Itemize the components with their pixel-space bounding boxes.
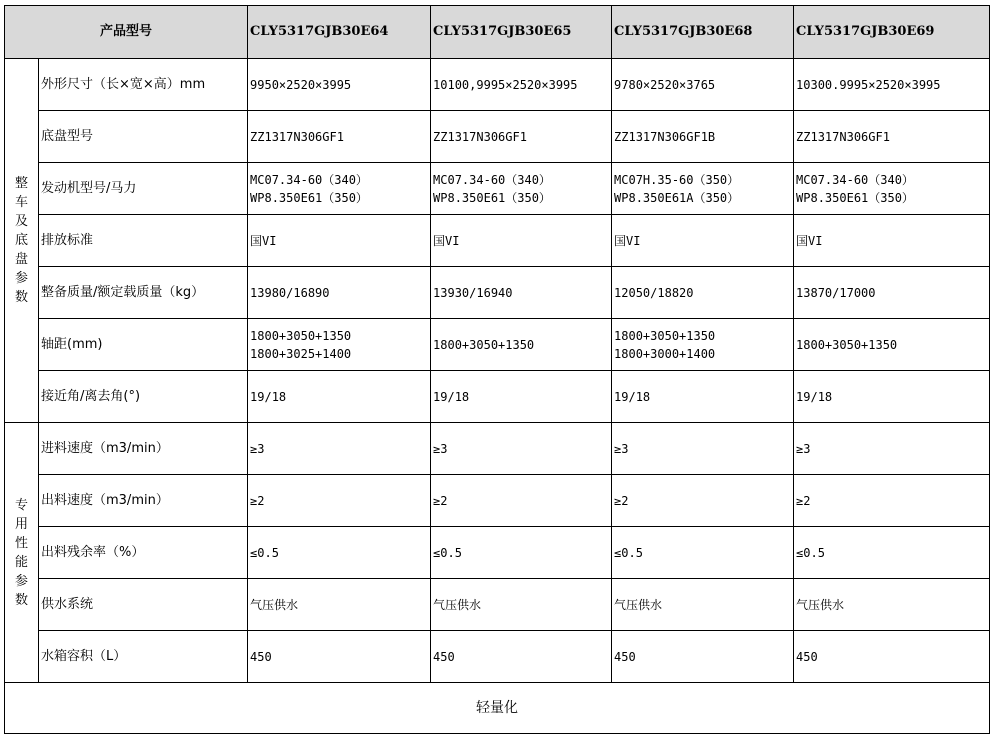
value-line: 1800+3050+1350 — [614, 328, 716, 343]
value-line: 13930/16940 — [433, 285, 513, 300]
param-label: 出料残余率（%） — [39, 527, 248, 579]
value-line: 10100,9995×2520×3995 — [433, 77, 578, 92]
value-cell — [248, 423, 431, 475]
param-label: 整备质量/额定载质量（kg） — [39, 267, 248, 319]
value-line: 450 — [796, 649, 818, 664]
value-cell — [431, 527, 612, 579]
value-line: 1800+3000+1400 — [614, 346, 716, 361]
value-cell — [431, 475, 612, 527]
table-row — [5, 371, 990, 423]
value-line: ≥2 — [250, 493, 265, 508]
value-cell — [431, 267, 612, 319]
value-cell — [248, 475, 431, 527]
param-label: 外形尺寸（长×宽×高）mm — [39, 59, 248, 111]
value-line: ≤0.5 — [614, 545, 643, 560]
value-cell — [794, 371, 990, 423]
value-cell — [612, 579, 794, 631]
value-line: 国VI — [796, 233, 823, 248]
value-line: 气压供水 — [796, 597, 845, 612]
param-label: 发动机型号/马力 — [39, 163, 248, 215]
value-cell — [431, 163, 612, 215]
value-cell — [612, 59, 794, 111]
value-line: 450 — [250, 649, 272, 664]
param-label: 出料速度（m3/min） — [39, 475, 248, 527]
value-line: 12050/18820 — [614, 285, 694, 300]
category-cell — [5, 423, 39, 683]
value-cell — [612, 371, 794, 423]
value-line: 450 — [433, 649, 455, 664]
value-cell — [794, 267, 990, 319]
table-row — [5, 423, 990, 475]
value-line: MC07.34-60（340） — [433, 172, 551, 187]
param-label: 轴距(mm) — [39, 319, 248, 371]
value-line: 国VI — [433, 233, 460, 248]
value-line: 19/18 — [433, 389, 470, 404]
value-cell — [431, 631, 612, 683]
param-label: 水箱容积（L） — [39, 631, 248, 683]
value-cell — [612, 423, 794, 475]
table-row — [5, 579, 990, 631]
table-row — [5, 215, 990, 267]
value-line: ≥2 — [796, 493, 811, 508]
table-row — [5, 319, 990, 371]
value-cell — [794, 319, 990, 371]
value-line: 1800+3050+1350 — [250, 328, 352, 343]
value-line: WP8.350E61（350） — [250, 190, 368, 205]
category-cell — [5, 59, 39, 423]
product-model-header: 产品型号 — [5, 6, 248, 59]
value-cell — [248, 267, 431, 319]
value-cell — [431, 319, 612, 371]
value-cell — [248, 111, 431, 163]
value-cell — [612, 163, 794, 215]
value-cell — [794, 163, 990, 215]
value-cell — [612, 475, 794, 527]
value-cell — [431, 371, 612, 423]
value-cell — [248, 371, 431, 423]
value-line: WP8.350E61（350） — [796, 190, 914, 205]
value-line: 1800+3050+1350 — [796, 337, 898, 352]
param-label: 底盘型号 — [39, 111, 248, 163]
table-row — [5, 475, 990, 527]
model-header: CLY5317GJB30E69 — [794, 6, 990, 59]
value-line: 气压供水 — [250, 597, 299, 612]
value-line: 国VI — [614, 233, 641, 248]
value-cell — [248, 579, 431, 631]
value-line: 9950×2520×3995 — [250, 77, 352, 92]
value-cell — [612, 111, 794, 163]
value-line: ≥3 — [433, 441, 448, 456]
value-cell — [612, 267, 794, 319]
value-line: 1800+3050+1350 — [433, 337, 535, 352]
value-line: 国VI — [250, 233, 277, 248]
value-cell — [794, 215, 990, 267]
value-line: ≥3 — [250, 441, 265, 456]
footer-text: 轻量化 — [5, 683, 990, 734]
value-cell — [794, 579, 990, 631]
spec-table — [4, 5, 990, 734]
value-line: ZZ1317N306GF1 — [433, 129, 527, 144]
value-line: WP8.350E61（350） — [433, 190, 551, 205]
value-line: ZZ1317N306GF1B — [614, 129, 716, 144]
value-cell — [431, 111, 612, 163]
value-line: ZZ1317N306GF1 — [796, 129, 890, 144]
value-line: 19/18 — [796, 389, 833, 404]
value-line: ≥2 — [433, 493, 448, 508]
table-row — [5, 59, 990, 111]
category-label: 专用性能参数 — [14, 497, 28, 608]
value-cell — [248, 215, 431, 267]
table-row — [5, 267, 990, 319]
table-row — [5, 631, 990, 683]
value-cell — [612, 631, 794, 683]
value-cell — [612, 319, 794, 371]
value-line: ≥3 — [796, 441, 811, 456]
value-cell — [612, 527, 794, 579]
table-row — [5, 163, 990, 215]
table-row — [5, 527, 990, 579]
value-line: ≤0.5 — [250, 545, 279, 560]
value-cell — [794, 527, 990, 579]
model-header: CLY5317GJB30E65 — [431, 6, 612, 59]
value-line: 10300.9995×2520×3995 — [796, 77, 941, 92]
value-cell — [794, 631, 990, 683]
value-line: MC07.34-60（340） — [250, 172, 368, 187]
value-line: MC07.34-60（340） — [796, 172, 914, 187]
value-line: WP8.350E61A（350） — [614, 190, 740, 205]
value-cell — [794, 475, 990, 527]
value-line: 1800+3025+1400 — [250, 346, 352, 361]
param-label: 排放标准 — [39, 215, 248, 267]
value-line: ≤0.5 — [433, 545, 462, 560]
model-header: CLY5317GJB30E68 — [612, 6, 794, 59]
param-label: 供水系统 — [39, 579, 248, 631]
value-line: 13980/16890 — [250, 285, 330, 300]
footer-row — [5, 683, 990, 734]
value-cell — [794, 59, 990, 111]
value-cell — [248, 59, 431, 111]
value-line: 气压供水 — [433, 597, 482, 612]
value-cell — [431, 579, 612, 631]
value-cell — [248, 163, 431, 215]
value-cell — [431, 59, 612, 111]
model-header: CLY5317GJB30E64 — [248, 6, 431, 59]
value-line: 19/18 — [614, 389, 651, 404]
header-row — [5, 6, 990, 59]
value-cell — [248, 527, 431, 579]
value-line: 19/18 — [250, 389, 287, 404]
value-cell — [248, 319, 431, 371]
value-line: ≥3 — [614, 441, 629, 456]
value-line: ≥2 — [614, 493, 629, 508]
value-line: 气压供水 — [614, 597, 663, 612]
param-label: 进料速度（m3/min） — [39, 423, 248, 475]
table-row — [5, 111, 990, 163]
category-label: 整车及底盘参数 — [14, 176, 28, 305]
value-cell — [794, 423, 990, 475]
value-line: ZZ1317N306GF1 — [250, 129, 344, 144]
value-line: ≤0.5 — [796, 545, 825, 560]
value-cell — [794, 111, 990, 163]
value-line: MC07H.35-60（350） — [614, 172, 740, 187]
value-line: 9780×2520×3765 — [614, 77, 716, 92]
value-cell — [431, 215, 612, 267]
value-cell — [431, 423, 612, 475]
value-line: 13870/17000 — [796, 285, 876, 300]
value-cell — [612, 215, 794, 267]
value-line: 450 — [614, 649, 636, 664]
value-cell — [248, 631, 431, 683]
param-label: 接近角/离去角(°) — [39, 371, 248, 423]
